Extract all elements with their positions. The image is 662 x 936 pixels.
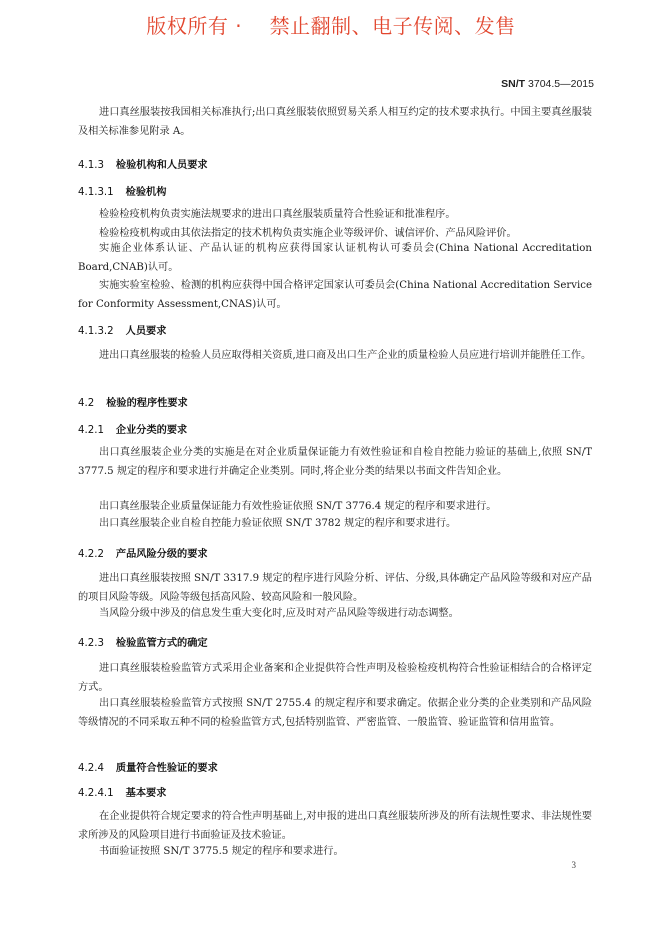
section-heading-4-2-2 [78,545,208,560]
paragraph: 在企业提供符合规定要求的符合性声明基础上,对申报的进出口真丝服装所涉及的所有法规性要求、非法规性要求所涉及的风险项目进行书面验证及技术验证。 [78,811,592,841]
paragraph: 检验检疫机构或由其依法指定的技术机构负责实施企业等级评价、诚信评价、产品风险评价。 [99,228,517,239]
section-number: 4.2.4 [78,763,104,774]
section-heading-4-2-4 [78,759,218,774]
paragraph: 出口真丝服装检验监管方式按照 SN/T 2755.4 的规定程序和要求确定。依据企业分类的企业类别和产品风险等级情况的不同采取五种不同的检验监管方式,包括特别监管、严密监管、一般监管、验证监管和信用监管。 [78,698,592,728]
section-number: 4.2 [78,398,95,409]
paragraph: 进出口真丝服装的检验人员应取得相关资质,进口商及出口生产企业的质量检验人员应进行培训并能胜任工作。 [99,350,592,361]
paragraph: 进口真丝服装检验监管方式采用企业备案和企业提供符合性声明及检验检疫机构符合性验证相结合的合格评定方式。 [78,663,592,693]
section-heading-4-2-3 [78,634,208,649]
paragraph: 出口真丝服装企业质量保证能力有效性验证依照 SN/T 3776.4 规定的程序和要求进行。 [99,501,497,512]
paragraph: 检验检疫机构负责实施法规要求的进出口真丝服装质量符合性验证和批准程序。 [99,209,456,220]
paragraph: 书面验证按照 SN/T 3775.5 规定的程序和要求进行。 [99,846,344,857]
section-title: 基本要求 [125,788,167,799]
paragraph: 出口真丝服装企业自检自控能力验证依照 SN/T 3782 规定的程序和要求进行。 [99,518,457,529]
standard-prefix: SN/T [501,78,526,90]
section-heading-4-2-4-1 [78,784,166,799]
page-number: 3 [571,860,576,870]
section-number: 4.2.1 [78,425,104,436]
section-title: 检验机构 [125,187,167,198]
paragraph: 实施实验室检验、检测的机构应获得中国合格评定国家认可委员会(China National Accreditation Service for Conformity Assessment,CNAS)认可。 [78,280,592,310]
section-title: 人员要求 [125,326,167,337]
paragraph: 进出口真丝服装按照 SN/T 3317.9 规定的程序进行风险分析、评估、分级,具体确定产品风险等级和对应产品的项目风险等级。风险等级包括高风险、较高风险和一般风险。 [78,573,592,603]
paragraph: 实施企业体系认证、产品认证的机构应获得国家认证机构认可委员会(China National Accreditation Board,CNAB)认可。 [78,243,592,273]
standard-code: 3704.5—2015 [525,78,594,90]
copyright-watermark: 版权所有 · 禁止翻制、电子传阅、发售 [146,14,516,38]
section-title: 检验的程序性要求 [106,398,188,409]
section-heading-4-2-1 [78,421,187,436]
section-number: 4.1.3.2 [78,326,114,337]
section-title: 产品风险分级的要求 [115,549,208,560]
standard-number [501,78,594,90]
section-title: 企业分类的要求 [115,425,188,436]
section-heading-4-2 [78,394,188,409]
section-number: 4.2.2 [78,549,104,560]
section-title: 质量符合性验证的要求 [115,763,218,774]
section-number: 4.1.3.1 [78,187,114,198]
section-number: 4.2.3 [78,638,104,649]
paragraph: 当风险分级中涉及的信息发生重大变化时,应及时对产品风险等级进行动态调整。 [99,608,459,619]
section-number: 4.2.4.1 [78,788,114,799]
section-title: 检验机构和人员要求 [115,160,208,171]
section-title: 检验监管方式的确定 [115,638,208,649]
section-number: 4.1.3 [78,160,104,171]
section-heading-4-1-3-2 [78,322,166,337]
paragraph: 出口真丝服装企业分类的实施是在对企业质量保证能力有效性验证和自检自控能力验证的基础上,依照 SN/T 3777.5 规定的程序和要求进行并确定企业类别。同时,将企业分类的结果以书面文件告知企业。 [78,447,592,477]
section-heading-4-1-3-1 [78,183,166,198]
paragraph: 进口真丝服装按我国相关标准执行;出口真丝服装依照贸易关系人相互约定的技术要求执行。中国主要真丝服装及相关标准参见附录 A。 [78,107,592,137]
section-heading-4-1-3 [78,156,208,171]
